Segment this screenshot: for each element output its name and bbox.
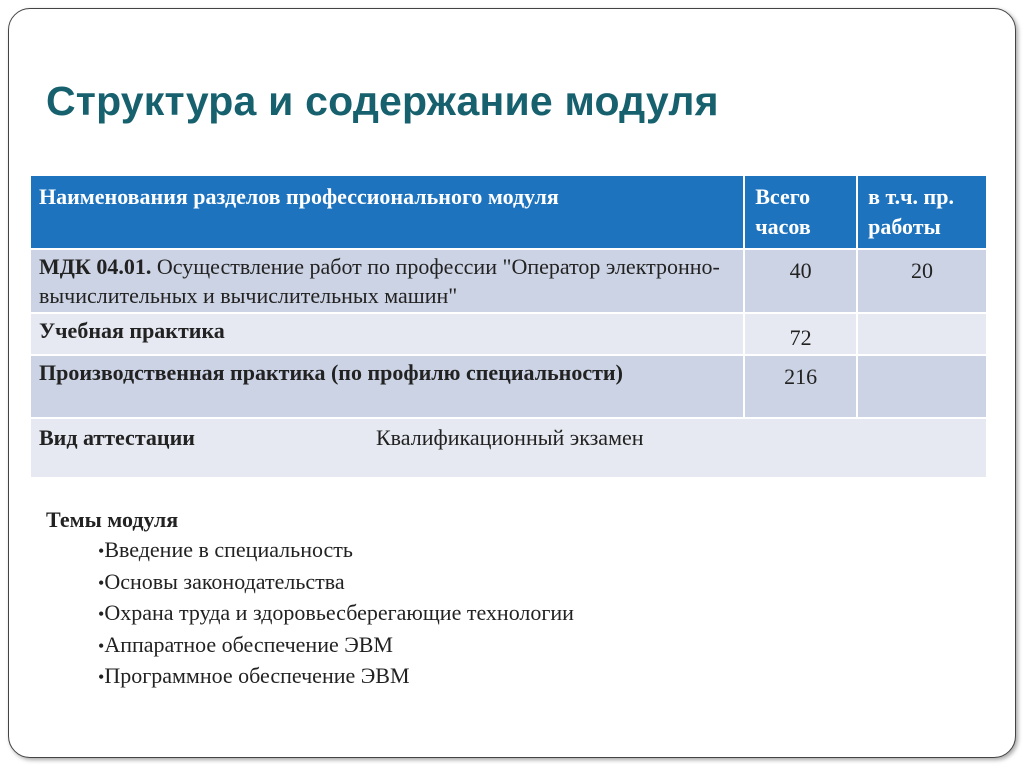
attestation-row [30, 418, 987, 478]
list-item: •Программное обеспечение ЭВМ [98, 663, 410, 688]
bullet-icon: • [98, 604, 105, 624]
topics-heading: Темы модуля [46, 507, 179, 532]
section-code: МДК 04.01. [39, 254, 152, 279]
hours-cell: 216 [744, 355, 857, 418]
bullet-icon: • [98, 667, 105, 687]
section-name-cell [30, 313, 744, 355]
list-item: •Основы законодательства [98, 568, 345, 594]
bullet-icon: • [98, 635, 105, 656]
section-name: Производственная практика (по профилю специальности) [39, 360, 623, 385]
practice-cell: 20 [857, 249, 987, 313]
section-name-cell [30, 249, 744, 313]
slide-title: Структура и содержание модуля [46, 78, 719, 124]
table-row [30, 249, 987, 313]
header-section-names: Наименования разделов профессионального модуля [30, 175, 744, 249]
bullet-icon: • [98, 541, 105, 561]
table-row [30, 313, 987, 355]
table-header-row [30, 175, 987, 249]
attestation-label: Вид аттестации [39, 425, 195, 450]
section-name: Учебная практика [39, 318, 225, 343]
module-structure-table [29, 174, 988, 479]
attestation-cell [30, 418, 987, 478]
section-name: Осуществление работ по профессии "Оператор электронно-вычислительных и вычислительных машин" [39, 254, 720, 308]
attestation-value: Квалификационный экзамен [376, 425, 644, 450]
table-row [30, 355, 987, 418]
practice-cell [857, 355, 987, 418]
header-practical-work: в т.ч. пр. работы [857, 175, 987, 249]
section-name-cell [30, 355, 744, 418]
bullet-icon: • [98, 572, 105, 593]
list-item: •Аппаратное обеспечение ЭВМ [98, 631, 393, 657]
hours-cell: 40 [744, 249, 857, 313]
list-item: •Охрана труда и здоровьесберегающие технологии [98, 600, 574, 625]
hours-cell: 72 [744, 313, 857, 355]
practice-cell [857, 313, 987, 355]
topics-list [46, 535, 574, 693]
header-total-hours: Всего часов [744, 175, 857, 249]
list-item: •Введение в специальность [98, 537, 353, 562]
module-topics [46, 505, 574, 693]
